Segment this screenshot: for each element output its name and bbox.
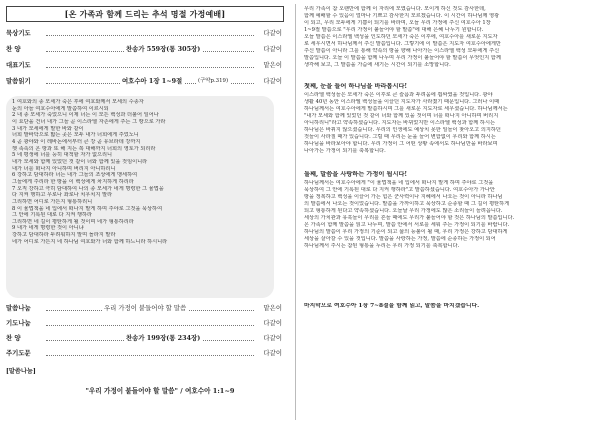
scripture-text-box bbox=[6, 96, 274, 298]
verse-line: 그 안에 기록된 대로 다 지켜 행하라 bbox=[12, 212, 93, 219]
hymn-number: 찬송가 199장(통 234장) bbox=[126, 334, 201, 342]
order-row-reading bbox=[6, 76, 286, 87]
order-label: 묵상기도 bbox=[6, 29, 31, 37]
text-line: 오늘 말씀은 이스라엘 백성을 인도하던 모세가 죽은 이후에, 여호수아를 새로운 지도자 bbox=[304, 34, 498, 40]
verse-line: 헷 족속의 온 땅과 또 해 지는 쪽 대해까지 너희의 영토가 되리라 bbox=[12, 145, 156, 152]
verse-line: 강하고 담대하라 두려워하지 말며 놀라지 말라 bbox=[12, 232, 116, 239]
text-line: 아니하리니"라고 약속하셨습니다. 지도자는 바뀌었지만 이스라엘 백성과 함께 하시는 bbox=[304, 120, 495, 126]
sermon-closing bbox=[304, 300, 596, 312]
text-line: 묵상하여 그 안에 기록된 대로 다 지켜 행하라"고 말씀하셨습니다. 여호수아가 가나안 bbox=[304, 187, 495, 193]
text-line: 생각해 보고, 그 말씀을 가슴에 새기는 시간이 되기를 소망합니다. bbox=[304, 62, 451, 68]
text-line: 나아가는 가정이 되기를 축복합니다. bbox=[304, 148, 386, 154]
dotted-leader bbox=[46, 60, 254, 68]
dotted-leader bbox=[46, 318, 254, 326]
order-leader: 다같이 bbox=[263, 77, 282, 85]
verse-line: 너희 발바닥으로 밟는 곳은 모두 내가 너희에게 주었노니 bbox=[12, 132, 139, 139]
text-line: 온 가족이 함께 말씀을 읽고 나누며, 말씀 안에서 서로를 세워 주는 가정이 되기를 바랍니다. bbox=[304, 222, 510, 228]
scripture-reference: 여호수아 1장 1~9절 bbox=[122, 77, 183, 85]
text-line: 세상을 살아갈 수 있을 것입니다. 말씀을 사랑하는 가정, 말씀에 순종하는 가정이 되어 bbox=[304, 236, 496, 242]
verse-line: 다 지켜 행하고 우로나 좌로나 치우치지 말라 bbox=[12, 192, 113, 199]
text-line: 의 말씀에서 나오는 것이었습니다. 말씀을 가까이하고 묵상하고 순종할 때 그 길이 평탄하게 bbox=[304, 201, 510, 207]
verse-line: 내가 모세와 함께 있었던 것 같이 너와 함께 있을 것임이니라 bbox=[12, 158, 148, 165]
sermon-intro bbox=[304, 6, 596, 69]
order-leader: 다같이 bbox=[263, 45, 282, 53]
text-line: 하나님의 말씀이 우리 가정의 기준이 되고 삶의 등불이 될 때, 우리 가정은 강하고 담대하게 bbox=[304, 229, 508, 235]
scripture-page: (구약p.319) bbox=[196, 76, 230, 87]
text-line: 하나님께서 주시는 참된 형통을 누리는 우리 가정 되기를 축복합니다. bbox=[304, 243, 460, 249]
message-section-label: [말씀나눔] bbox=[6, 368, 36, 375]
order-of-service bbox=[0, 0, 290, 424]
point-heading: 둘째, 말씀을 사랑하는 가정이 됩시다! bbox=[304, 171, 408, 178]
text-line: 1~9절 말씀으로 "우리 가정이 붙들어야 할 말씀"에 대해 은혜 나누기 원합니다. bbox=[304, 27, 484, 33]
order-leader: 맡은이 bbox=[263, 61, 282, 69]
text-line: 로 세우시면서 하나님께서 주신 말씀입니다. 그렇기에 이 말씀은 지도자 여호수아에게만 bbox=[304, 41, 501, 47]
order-leader: 다같이 bbox=[263, 319, 282, 327]
column-divider bbox=[295, 4, 296, 420]
text-line: 하나님께서는 여호수아에게 "이 율법책을 네 입에서 떠나지 말게 하며 주야로 그것을 bbox=[304, 180, 494, 186]
text-line: 우리 가족이 참 오랜만에 함께 이 자리에 모였습니다. 모이게 하신 것도 감사한데, bbox=[304, 6, 486, 12]
dotted-leader bbox=[46, 348, 254, 356]
text-line: 이 되고, 우리 모두에게 기쁨이 되기를 바라며, 오늘 우리 가정에 주신 여호수아 1장 bbox=[304, 20, 491, 26]
sermon-text bbox=[300, 0, 600, 424]
order-label: 주기도문 bbox=[6, 349, 31, 357]
text-line: 땅을 정복하고 백성을 이끌어 가는 힘은 군사력이나 지혜에서 나오는 것이 아니라 하나님 bbox=[304, 194, 503, 200]
verse-line: 내가 너를 떠나지 아니하며 버리지 아니하리니 bbox=[12, 165, 116, 172]
order-label: 말씀나눔 bbox=[6, 304, 31, 312]
verse-line: 3 내가 모세에게 말한 바와 같이 bbox=[12, 125, 84, 132]
verse-line: 그리하면 네 길이 평탄하게 될 것이며 네가 형통하리라 bbox=[12, 218, 134, 225]
hymn-number: 찬송가 559장(통 305장) bbox=[126, 45, 201, 53]
verse-line: 그들에게 주리라 한 땅을 이 백성에게 차지하게 하리라 bbox=[12, 178, 134, 185]
point-heading: 첫째, 눈을 들어 하나님을 바라봅시다! bbox=[304, 83, 408, 90]
text-line: 하나님께서는 여호수아에게 말씀하시며 그를 새로운 지도자로 세우셨습니다. 하나님께서는 bbox=[304, 106, 508, 112]
text-line: "내가 모세와 함께 있었던 것 같이 너와 함께 있을 것이며 너를 떠나지 아니하며 버리지 bbox=[304, 113, 499, 119]
order-label: 대표기도 bbox=[6, 61, 31, 69]
order-label: 찬 양 bbox=[6, 334, 21, 342]
verse-line: 7 오직 강하고 극히 담대하여 나의 종 모세가 네게 명령한 그 율법을 bbox=[12, 185, 164, 192]
verse-line: 5 네 평생에 너를 능히 대적할 자가 없으리니 bbox=[12, 152, 113, 159]
sermon-point-one bbox=[304, 80, 596, 155]
text-line: 세상의 가치관과 유혹들이 우리를 흔들 때에도 우리가 붙들어야 할 것은 하나님의 말씀입니다. bbox=[304, 215, 515, 221]
text-line: 것들이 사라질 때가 있습니다. 그럴 때 우리는 눈을 들어 변함없이 우리와 함께 하시는 bbox=[304, 134, 496, 140]
order-label: 기도나눔 bbox=[6, 319, 31, 327]
verse-line: 그리하면 어디로 가든지 형통하리니 bbox=[12, 198, 93, 205]
message-title: "우리 가정이 붙들어야 할 말씀" / 여호수아 1:1~9 bbox=[85, 387, 235, 395]
order-leader: 다같이 bbox=[263, 29, 282, 37]
order-row-hymn bbox=[6, 44, 286, 55]
verse-line: 네가 어디로 가든지 네 하나님 여호와가 너와 함께 하느니라 하시니라 bbox=[12, 238, 168, 245]
sermon-title: 우리 가정이 붙들어야 할 말씀 bbox=[104, 304, 187, 312]
text-line: 하나님을 바라보아야 합니다. 우리 가정이 그 어떤 상황 속에서도 하나님만을 바라보며 bbox=[304, 141, 498, 147]
text-line: 함께 예배할 수 있음이 얼마나 기쁘고 감사한지 모르겠습니다. 이 시간이 하나님께 영광 bbox=[304, 13, 500, 19]
text-line: 주신 말씀이 아니라 그를 통해 약속의 땅을 향해 나아가는 이스라엘 백성 모두에게 주신 bbox=[304, 48, 500, 54]
order-label: 찬 양 bbox=[6, 45, 21, 53]
order-leader: 맡은이 bbox=[263, 304, 282, 312]
order-row-sharing bbox=[6, 303, 286, 314]
order-row-closing-hymn bbox=[6, 333, 286, 344]
bulletin-title: [온 가족과 함께 드리는 추석 명절 가정예배] bbox=[6, 6, 284, 22]
text-line: 말씀입니다. 오늘 이 말씀을 함께 나누며 우리 가정이 붙들어야 할 말씀이 무엇인지 함께 bbox=[304, 55, 501, 61]
order-row-lords-prayer bbox=[6, 348, 286, 359]
verse-line: 1 여호와의 종 모세가 죽은 후에 여호와께서 모세의 수종자 bbox=[12, 99, 144, 105]
order-leader: 다같이 bbox=[263, 334, 282, 342]
order-row-prayer bbox=[6, 60, 286, 71]
order-label: 말씀읽기 bbox=[6, 77, 31, 85]
verse-line: 이 요단을 건너 내가 그들 곧 이스라엘 자손에게 주는 그 땅으로 가라 bbox=[12, 118, 166, 125]
sermon-point-two bbox=[304, 168, 596, 250]
verse-line: 6 강하고 담대하라 너는 내가 그들의 조상에게 맹세하여 bbox=[12, 172, 138, 179]
text-line: 하나님은 바뀌지 않으셨습니다. 우리의 인생에도 예상치 못한 일들이 찾아오고 의지하던 bbox=[304, 127, 501, 133]
text-line: 생활 40년 동안 이스라엘 백성들을 이끌던 지도자가 사라졌기 때문입니다. 그러나 이때 bbox=[304, 99, 500, 105]
verse-line: 4 곧 광야와 이 레바논에서부터 큰 강 곧 유브라데 강까지 bbox=[12, 138, 141, 145]
text-line: 이스라엘 백성들은 모세가 죽은 이후로 큰 슬픔과 두려움에 휩싸였을 것입니다. 광야 bbox=[304, 92, 493, 98]
dotted-leader bbox=[46, 28, 254, 36]
verse-line: 눈의 아들 여호수아에게 말씀하여 이르시되 bbox=[12, 105, 109, 112]
closing-line: 마지막으로 여호수아 1장 7~8절을 함께 읽고, 말씀을 마치겠습니다. bbox=[304, 303, 480, 309]
verse-line: 2 내 종 모세가 죽었으니 이제 너는 이 모든 백성과 더불어 일어나 bbox=[12, 112, 159, 119]
order-row-prayer-sharing bbox=[6, 318, 286, 329]
verse-line: 8 이 율법책을 네 입에서 떠나지 말게 하며 주야로 그것을 묵상하여 bbox=[12, 205, 163, 212]
verse-line: 9 내가 네게 명령한 것이 아니냐 bbox=[12, 225, 84, 232]
order-leader: 다같이 bbox=[263, 349, 282, 357]
order-row-silent-prayer bbox=[6, 28, 286, 39]
text-line: 되고 형통하게 된다고 약속하셨습니다. 오늘날 우리 가정에도 많은 소리들이 들려옵니다. bbox=[304, 208, 503, 214]
